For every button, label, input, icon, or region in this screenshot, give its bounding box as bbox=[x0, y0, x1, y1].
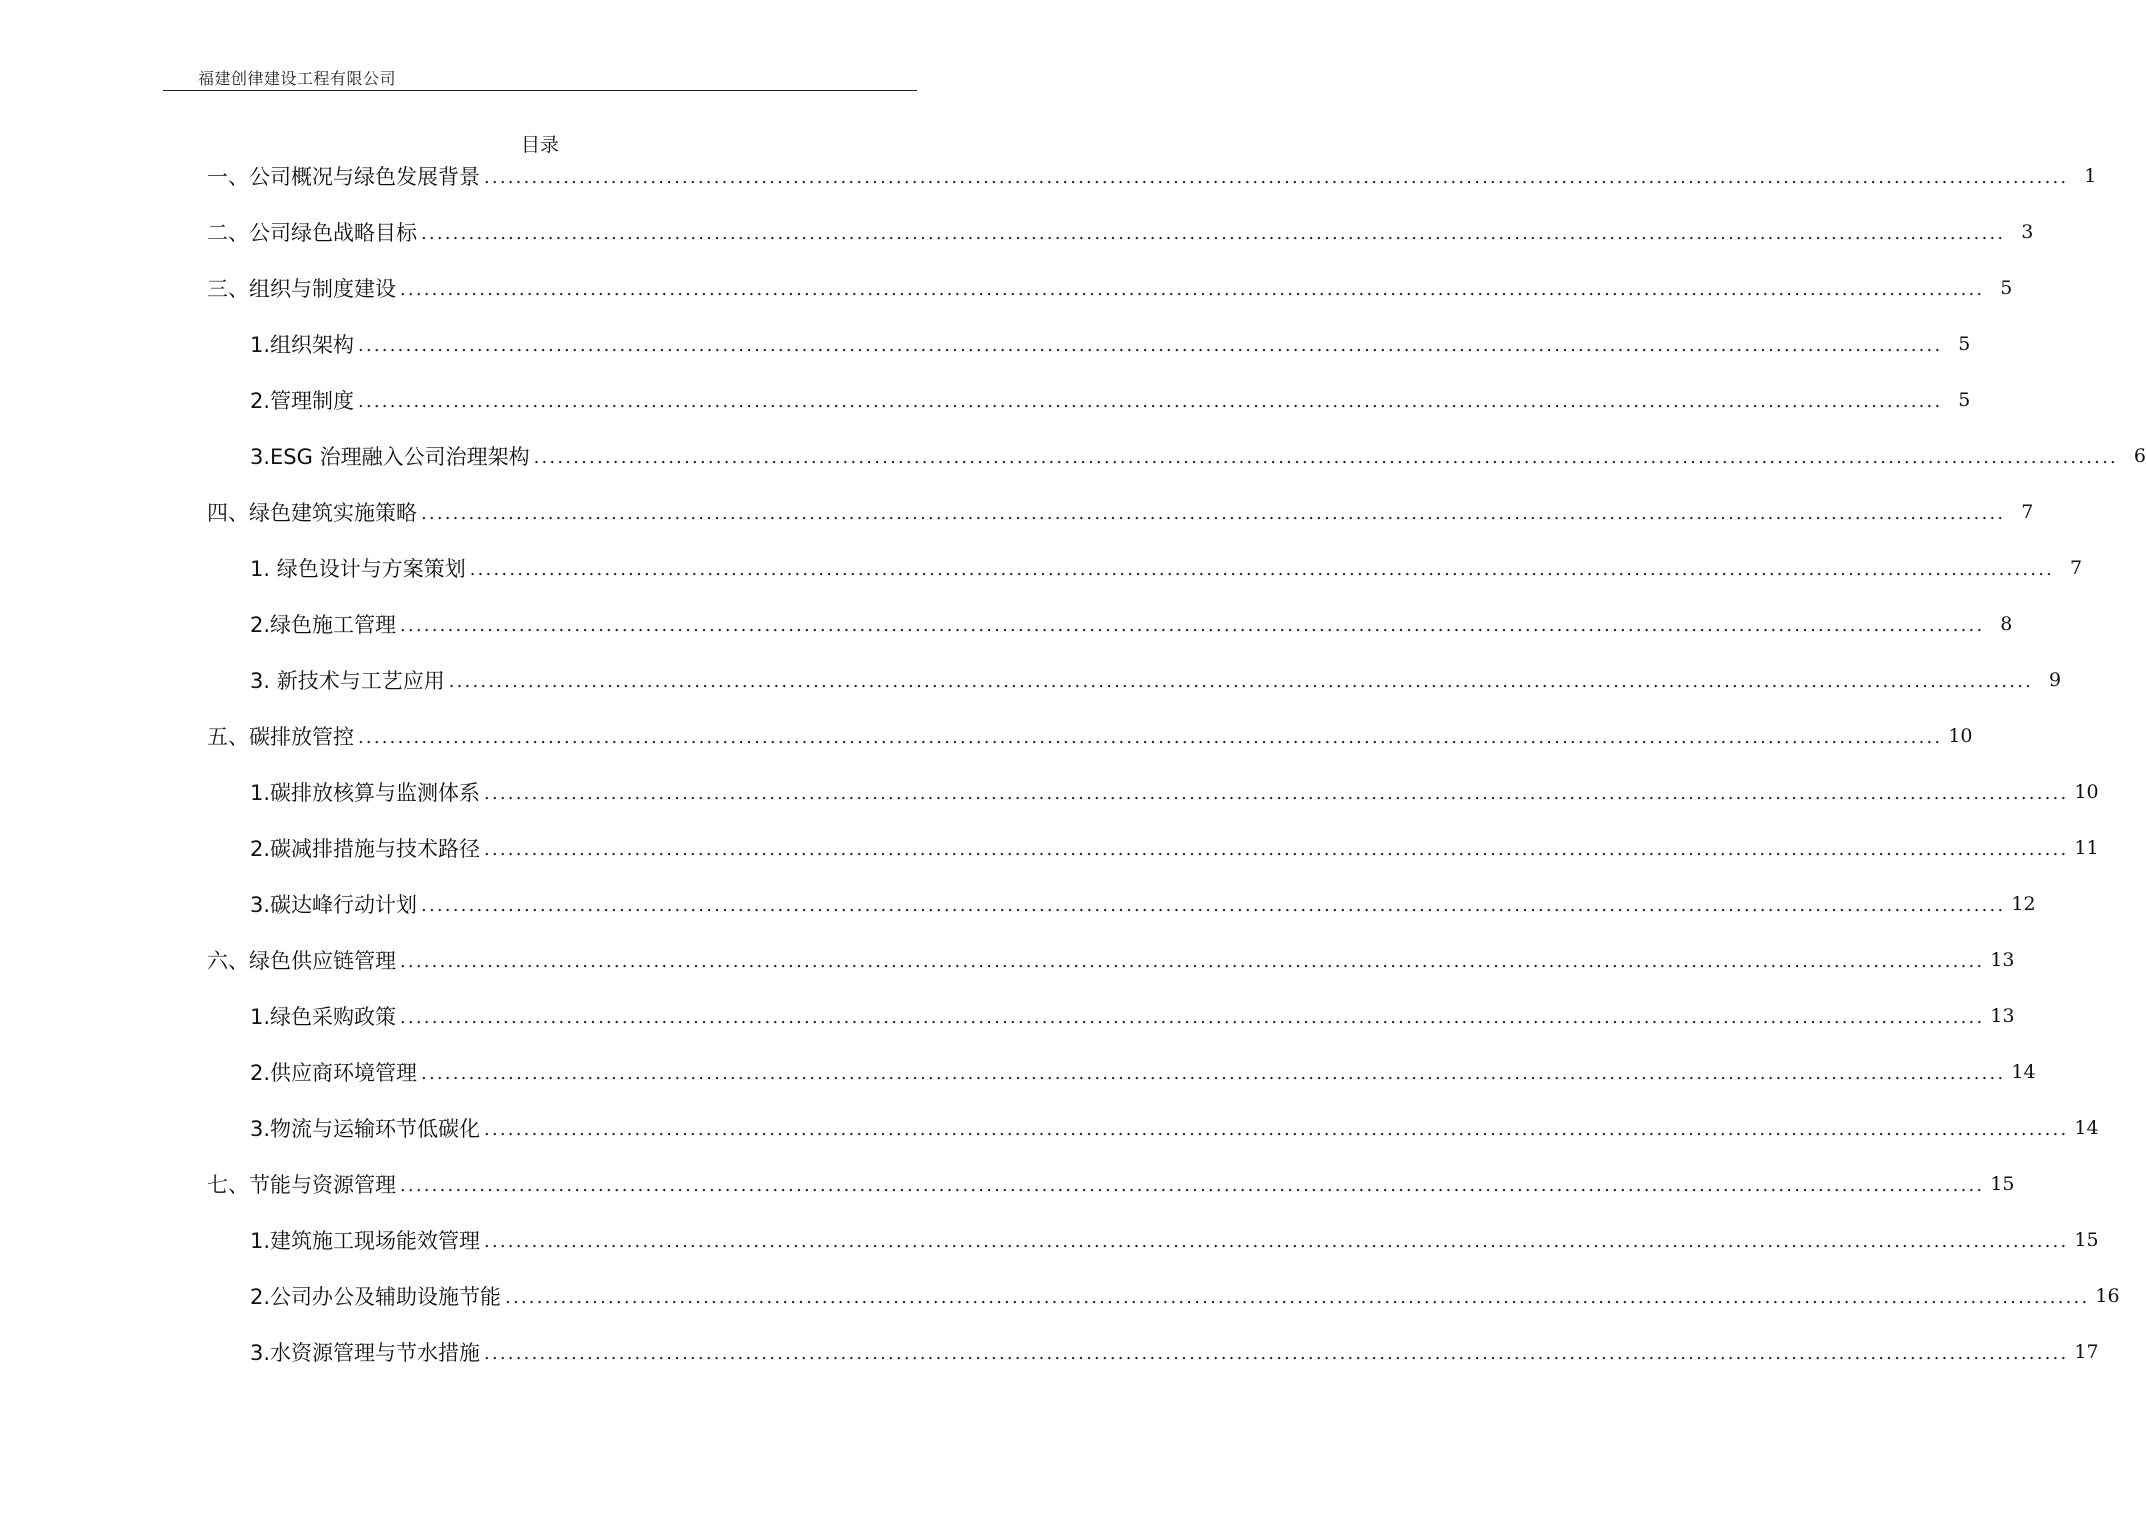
toc-dot-leader: ........................................................................................................................................................................................................ bbox=[505, 1286, 2090, 1308]
toc-entry-page-number: 6 bbox=[2133, 445, 2146, 467]
toc-dot-leader: ........................................................................................................................................................................................................ bbox=[400, 614, 1985, 636]
toc-dot-leader: ........................................................................................................................................................................................................ bbox=[358, 390, 1943, 412]
toc-entry[interactable] bbox=[207, 264, 2013, 312]
toc-dot-leader: ........................................................................................................................................................................................................ bbox=[400, 950, 1985, 972]
toc-dot-leader: ........................................................................................................................................................................................................ bbox=[484, 838, 2069, 860]
toc-entry-label: 3.ESG 治理融入公司治理架构 bbox=[250, 445, 530, 469]
toc-entry-label: 2.供应商环境管理 bbox=[250, 1061, 418, 1085]
toc-entry-label: 1.绿色采购政策 bbox=[250, 1005, 397, 1029]
toc-entry-page-number: 14 bbox=[2074, 1117, 2099, 1139]
toc-entry-page-number: 16 bbox=[2095, 1285, 2120, 1307]
toc-entry-page-number: 8 bbox=[2000, 613, 2013, 635]
toc-entry-label: 3.碳达峰行动计划 bbox=[250, 893, 418, 917]
toc-dot-leader: ........................................................................................................................................................................................................ bbox=[448, 670, 2034, 692]
toc-dot-leader: ........................................................................................................................................................................................................ bbox=[421, 894, 2006, 916]
toc-entry-label: 2.公司办公及辅助设施节能 bbox=[250, 1285, 502, 1309]
toc-entry[interactable] bbox=[250, 432, 2146, 480]
toc-dot-leader: ........................................................................................................................................................................................................ bbox=[533, 446, 2118, 468]
toc-dot-leader: ........................................................................................................................................................................................................ bbox=[484, 782, 2069, 804]
toc-entry[interactable] bbox=[207, 712, 1973, 760]
toc-entry[interactable] bbox=[207, 488, 2034, 536]
toc-entry[interactable] bbox=[207, 208, 2034, 256]
toc-entry-page-number: 11 bbox=[2074, 837, 2099, 859]
toc-entry-label: 二、公司绿色战略目标 bbox=[207, 221, 417, 245]
toc-dot-leader: ........................................................................................................................................................................................................ bbox=[421, 502, 2006, 524]
toc-entry-page-number: 5 bbox=[2000, 277, 2013, 299]
toc-entry-label: 七、节能与资源管理 bbox=[207, 1173, 396, 1197]
toc-title: 目录 bbox=[520, 134, 559, 156]
toc-entry-page-number: 13 bbox=[1990, 949, 2015, 971]
toc-dot-leader: ........................................................................................................................................................................................................ bbox=[469, 558, 2055, 580]
toc-entry-label: 三、组织与制度建设 bbox=[207, 277, 396, 301]
toc-entry[interactable] bbox=[250, 600, 2013, 648]
toc-entry-page-number: 12 bbox=[2011, 893, 2036, 915]
toc-entry-label: 3.水资源管理与节水措施 bbox=[250, 1341, 481, 1365]
toc-dot-leader: ........................................................................................................................................................................................................ bbox=[358, 334, 1943, 356]
toc-entry-page-number: 13 bbox=[1990, 1005, 2015, 1027]
toc-entry-page-number: 9 bbox=[2048, 669, 2062, 691]
toc-entry[interactable] bbox=[250, 1216, 2099, 1264]
toc-entry[interactable] bbox=[250, 1104, 2099, 1152]
header-divider bbox=[163, 90, 917, 91]
toc-entry[interactable] bbox=[250, 880, 2036, 928]
toc-dot-leader: ........................................................................................................................................................................................................ bbox=[421, 1062, 2006, 1084]
toc-dot-leader: ........................................................................................................................................................................................................ bbox=[358, 726, 1943, 748]
toc-dot-leader: ........................................................................................................................................................................................................ bbox=[484, 1118, 2069, 1140]
toc-entry-label: 五、碳排放管控 bbox=[207, 725, 354, 749]
toc-entry-page-number: 15 bbox=[1990, 1173, 2015, 1195]
toc-entry-label: 2.管理制度 bbox=[250, 389, 355, 413]
toc-entry[interactable] bbox=[250, 824, 2099, 872]
toc-entry-label: 六、绿色供应链管理 bbox=[207, 949, 396, 973]
toc-entry-page-number: 3 bbox=[2021, 221, 2034, 243]
toc-entry-label: 3.物流与运输环节低碳化 bbox=[250, 1117, 481, 1141]
toc-entry-label: 1.组织架构 bbox=[250, 333, 355, 357]
toc-entry[interactable] bbox=[250, 1328, 2099, 1376]
toc-entry[interactable] bbox=[250, 544, 2083, 592]
toc-entry[interactable] bbox=[250, 320, 1971, 368]
toc-entry[interactable] bbox=[250, 1048, 2036, 1096]
toc-entry-label: 2.碳减排措施与技术路径 bbox=[250, 837, 481, 861]
toc-entry-page-number: 10 bbox=[1948, 725, 1973, 747]
toc-dot-leader: ........................................................................................................................................................................................................ bbox=[400, 1174, 1985, 1196]
toc-entry[interactable] bbox=[250, 768, 2099, 816]
toc-entry-page-number: 17 bbox=[2074, 1341, 2099, 1363]
toc-entry-page-number: 1 bbox=[2084, 165, 2097, 187]
toc-entry[interactable] bbox=[207, 936, 2015, 984]
toc-entry[interactable] bbox=[207, 152, 2097, 200]
toc-entry-label: 四、绿色建筑实施策略 bbox=[207, 501, 417, 525]
toc-entry-page-number: 7 bbox=[2069, 557, 2083, 579]
toc-entry-page-number: 10 bbox=[2074, 781, 2099, 803]
toc-dot-leader: ........................................................................................................................................................................................................ bbox=[484, 166, 2069, 188]
toc-entry[interactable] bbox=[250, 1272, 2120, 1320]
toc-entry-page-number: 15 bbox=[2074, 1229, 2099, 1251]
toc-dot-leader: ........................................................................................................................................................................................................ bbox=[400, 278, 1985, 300]
toc-entry-label: 2.绿色施工管理 bbox=[250, 613, 397, 637]
toc-entry-page-number: 7 bbox=[2021, 501, 2034, 523]
toc-dot-leader: ........................................................................................................................................................................................................ bbox=[400, 1006, 1985, 1028]
toc-entry[interactable] bbox=[250, 376, 1971, 424]
toc-entry[interactable] bbox=[250, 992, 2015, 1040]
header-company-name: 福建创律建设工程有限公司 bbox=[198, 69, 397, 88]
toc-entry-page-number: 14 bbox=[2011, 1061, 2036, 1083]
toc-entry-page-number: 5 bbox=[1958, 389, 1971, 411]
toc-entry[interactable] bbox=[250, 656, 2062, 704]
toc-entry-page-number: 5 bbox=[1958, 333, 1971, 355]
toc-dot-leader: ........................................................................................................................................................................................................ bbox=[421, 222, 2006, 244]
toc-dot-leader: ........................................................................................................................................................................................................ bbox=[484, 1230, 2069, 1252]
toc-dot-leader: ........................................................................................................................................................................................................ bbox=[484, 1342, 2069, 1364]
toc-entry-label: 1.建筑施工现场能效管理 bbox=[250, 1229, 481, 1253]
toc-entry-label: 一、公司概况与绿色发展背景 bbox=[207, 165, 480, 189]
toc-entry-label: 1. 绿色设计与方案策划 bbox=[250, 557, 466, 581]
toc-entry-label: 1.碳排放核算与监测体系 bbox=[250, 781, 481, 805]
toc-entry[interactable] bbox=[207, 1160, 2015, 1208]
toc-entry-label: 3. 新技术与工艺应用 bbox=[250, 669, 445, 693]
